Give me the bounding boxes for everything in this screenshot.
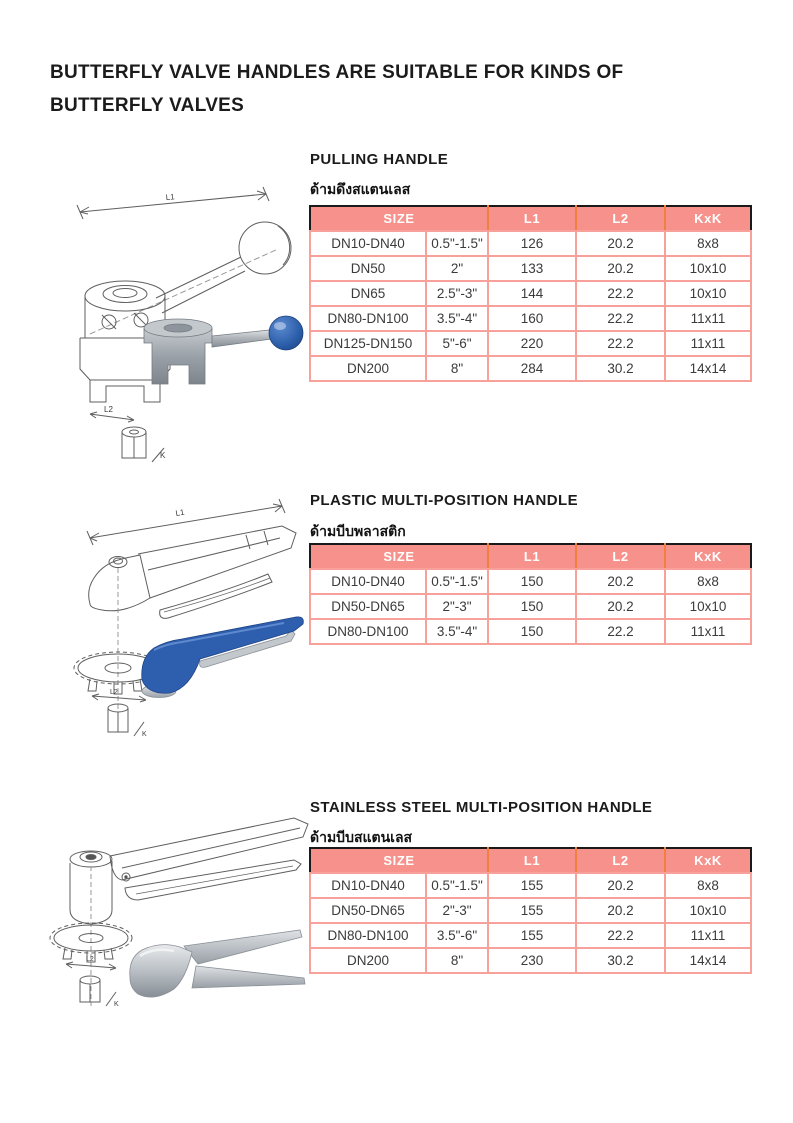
dimension-label-l1: L1: [165, 192, 176, 202]
section-heading-plastic-handle: PLASTIC MULTI-POSITION HANDLE: [310, 492, 578, 509]
table-cell: 22.2: [576, 619, 665, 644]
table-row: [310, 356, 751, 381]
table-row: [310, 306, 751, 331]
table-cell: DN10-DN40: [310, 873, 426, 898]
table-cell: 8x8: [665, 873, 751, 898]
table-header-row: [310, 544, 751, 569]
plastic-handle-spec-table: [309, 543, 752, 645]
table-cell: 5"-6": [426, 331, 488, 356]
table-cell: 10x10: [665, 281, 751, 306]
table-cell: DN10-DN40: [310, 569, 426, 594]
table-row: [310, 898, 751, 923]
col-header-kxk: KxK: [665, 206, 751, 231]
table-row: [310, 873, 751, 898]
table-cell: 155: [488, 873, 576, 898]
table-cell: 0.5"-1.5": [426, 873, 488, 898]
table-cell: 0.5"-1.5": [426, 569, 488, 594]
dimension-label-k: K: [114, 1001, 119, 1008]
table-cell: 2": [426, 256, 488, 281]
table-cell: 11x11: [665, 331, 751, 356]
table-cell: 10x10: [665, 594, 751, 619]
table-cell: DN50-DN65: [310, 898, 426, 923]
page-title: [50, 56, 740, 122]
table-cell: 155: [488, 923, 576, 948]
table-cell: 220: [488, 331, 576, 356]
table-cell: 3.5"-4": [426, 619, 488, 644]
table-cell: DN200: [310, 356, 426, 381]
table-cell: 126: [488, 231, 576, 256]
col-header-l2: L2: [576, 848, 665, 873]
table-cell: 8x8: [665, 569, 751, 594]
table-cell: 11x11: [665, 306, 751, 331]
col-header-kxk: KxK: [665, 544, 751, 569]
col-header-size: SIZE: [310, 544, 488, 569]
table-cell: DN50: [310, 256, 426, 281]
stainless-handle-spec-table: [309, 847, 752, 974]
table-cell: 2"-3": [426, 594, 488, 619]
table-cell: 150: [488, 594, 576, 619]
table-cell: 20.2: [576, 231, 665, 256]
table-cell: 155: [488, 898, 576, 923]
table-header-row: [310, 848, 751, 873]
table-cell: 3.5"-4": [426, 306, 488, 331]
col-header-l2: L2: [576, 206, 665, 231]
table-cell: 230: [488, 948, 576, 973]
table-row: [310, 331, 751, 356]
col-header-l1: L1: [488, 206, 576, 231]
table-cell: 8": [426, 356, 488, 381]
table-cell: 11x11: [665, 619, 751, 644]
col-header-l2: L2: [576, 544, 665, 569]
table-cell: 0.5"-1.5": [426, 231, 488, 256]
table-cell: 8": [426, 948, 488, 973]
table-cell: 10x10: [665, 898, 751, 923]
section-heading-stainless-handle: STAINLESS STEEL MULTI-POSITION HANDLE: [310, 799, 653, 816]
table-cell: 14x14: [665, 948, 751, 973]
table-cell: DN10-DN40: [310, 231, 426, 256]
table-cell: 30.2: [576, 948, 665, 973]
table-cell: 20.2: [576, 873, 665, 898]
table-row: [310, 923, 751, 948]
section-subheading-thai-2: ด้ามบีบพลาสติก: [310, 523, 406, 539]
stainless-handle-figure: [28, 806, 313, 1020]
stainless-handle-photo: [130, 930, 305, 997]
dimension-label-k: K: [160, 451, 166, 460]
table-cell: DN65: [310, 281, 426, 306]
table-cell: 2"-3": [426, 898, 488, 923]
table-cell: 11x11: [665, 923, 751, 948]
table-cell: 133: [488, 256, 576, 281]
table-cell: 20.2: [576, 569, 665, 594]
dimension-label-l2: L2: [110, 689, 118, 696]
table-cell: 3.5"-6": [426, 923, 488, 948]
table-cell: 150: [488, 569, 576, 594]
table-header-row: [310, 206, 751, 231]
table-cell: 22.2: [576, 331, 665, 356]
dimension-label-k: K: [142, 731, 147, 738]
table-row: [310, 231, 751, 256]
table-cell: 150: [488, 619, 576, 644]
col-header-size: SIZE: [310, 848, 488, 873]
table-cell: 22.2: [576, 306, 665, 331]
dimension-label-l2: L2: [104, 405, 113, 414]
plastic-handle-drawing: [74, 499, 296, 738]
table-cell: DN80-DN100: [310, 923, 426, 948]
table-cell: 160: [488, 306, 576, 331]
table-cell: 22.2: [576, 281, 665, 306]
table-cell: 30.2: [576, 356, 665, 381]
col-header-l1: L1: [488, 848, 576, 873]
plastic-handle-figure: [28, 498, 310, 738]
table-row: [310, 948, 751, 973]
pulling-handle-photo: [144, 316, 303, 384]
table-cell: 22.2: [576, 923, 665, 948]
table-row: [310, 569, 751, 594]
table-cell: 20.2: [576, 256, 665, 281]
table-row: [310, 256, 751, 281]
dimension-label-l1: L1: [174, 507, 186, 518]
pulling-handle-figure: [32, 186, 304, 460]
section-heading-pulling-handle: PULLING HANDLE: [310, 151, 449, 168]
table-cell: 20.2: [576, 898, 665, 923]
table-row: [310, 281, 751, 306]
table-cell: DN125-DN150: [310, 331, 426, 356]
table-cell: 10x10: [665, 256, 751, 281]
col-header-size: SIZE: [310, 206, 488, 231]
table-row: [310, 619, 751, 644]
table-cell: 20.2: [576, 594, 665, 619]
section-subheading-thai-1: ด้ามดึงสแตนเลส: [310, 181, 411, 197]
page-title-line1: BUTTERFLY VALVE HANDLES ARE SUITABLE FOR KINDS OF: [50, 62, 624, 83]
table-cell: DN80-DN100: [310, 306, 426, 331]
table-row: [310, 594, 751, 619]
table-cell: 8x8: [665, 231, 751, 256]
col-header-l1: L1: [488, 544, 576, 569]
dimension-label-l2: L2: [86, 956, 94, 963]
col-header-kxk: KxK: [665, 848, 751, 873]
table-cell: 2.5"-3": [426, 281, 488, 306]
pulling-handle-spec-table: [309, 205, 752, 382]
page-title-line2: BUTTERFLY VALVES: [50, 95, 245, 116]
table-cell: 14x14: [665, 356, 751, 381]
plastic-handle-photo: [142, 617, 304, 698]
table-cell: 284: [488, 356, 576, 381]
section-subheading-thai-3: ด้ามบีบสแตนเลส: [310, 829, 413, 845]
table-cell: DN200: [310, 948, 426, 973]
table-cell: 144: [488, 281, 576, 306]
table-cell: DN50-DN65: [310, 594, 426, 619]
table-cell: DN80-DN100: [310, 619, 426, 644]
